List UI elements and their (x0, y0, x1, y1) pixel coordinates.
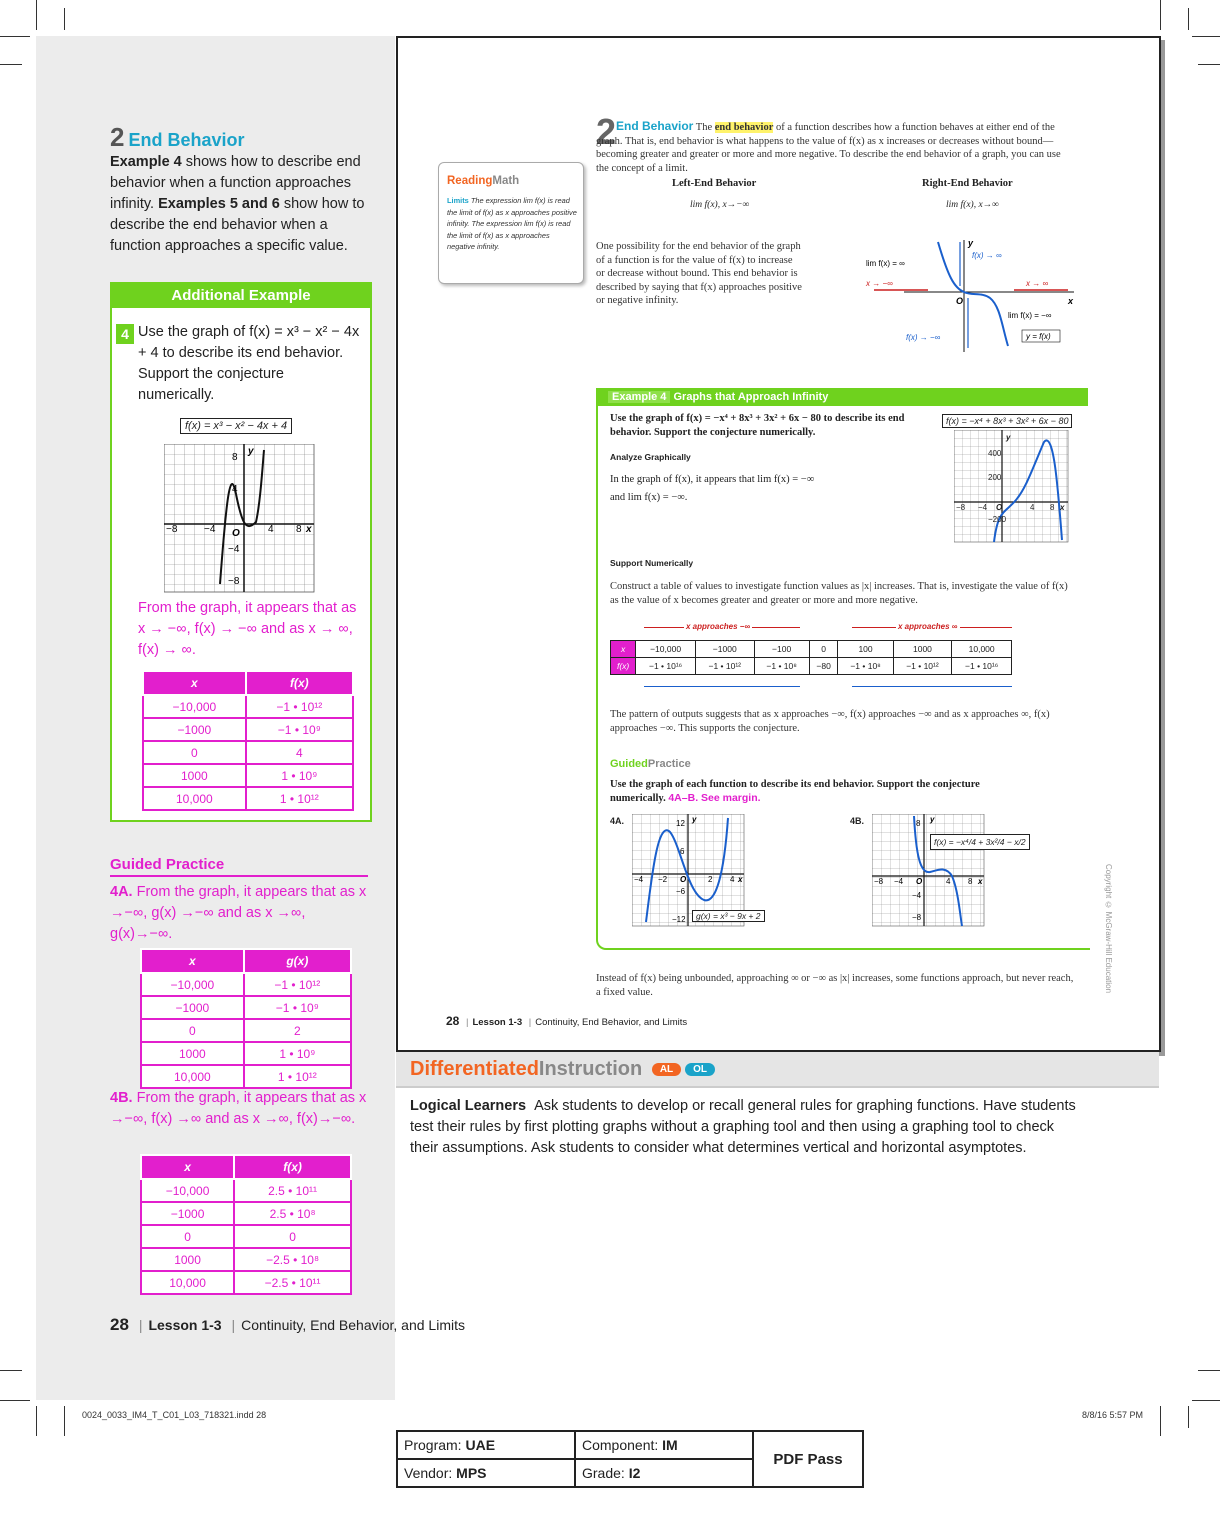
svg-text:y: y (1006, 433, 1011, 442)
graph-function-label: f(x) = x³ − x² − 4x + 4 (180, 418, 292, 434)
tick-label: −4 (228, 544, 240, 555)
left-footer: 28 | Lesson 1-3 | Continuity, End Behavior, and Limits (110, 1315, 465, 1334)
analyze-text-b: and lim f(x) = −∞. (610, 492, 688, 503)
value-table (610, 640, 1012, 675)
gp-4a-table (140, 948, 352, 1089)
origin-label: O (232, 528, 240, 539)
svg-text:8: 8 (1050, 503, 1055, 512)
section-number-large: 2 (596, 111, 617, 152)
student-page-thumbnail (396, 36, 1161, 1052)
svg-text:x: x (978, 877, 983, 886)
example-graph (954, 430, 1070, 544)
left-end-label: Left-End Behavior (672, 178, 757, 189)
table-cell: 2.5 • 10⁸ (234, 1202, 351, 1225)
guided-prompt-text: Use the graph of each function to describe its end behavior. Support the conjecture numerically. (610, 779, 980, 804)
tick-label: 8 (296, 524, 302, 535)
di-text (410, 1096, 1080, 1159)
table-cell: −1 • 10⁸ (838, 658, 893, 675)
grade-cell (575, 1459, 753, 1487)
g4a-func-label: g(x) = x³ − 9x + 2 (692, 910, 765, 922)
intro-text-1: shows how to describe end behavior when a function approaches infinity. (110, 154, 361, 212)
lim-left-label: lim f(x) = ∞ (866, 259, 905, 268)
gp-4a (110, 882, 368, 945)
origin-label: O (956, 296, 964, 306)
additional-example-table (142, 670, 354, 811)
di-lead: Logical Learners (410, 1098, 527, 1114)
svg-text:−200: −200 (988, 515, 1007, 524)
yfx-label: y = f(x) (1026, 332, 1051, 341)
gp-4b-table (140, 1154, 352, 1295)
table-cell: −1 • 10⁸ (754, 658, 809, 675)
lesson-title: Continuity, End Behavior, and Limits (241, 1317, 465, 1333)
support-text: Construct a table of values to investigate function values as |x| increases. That is, investigate the value of f(x) as the value of x becomes greater and greater or more and more negative. (610, 581, 1068, 606)
al-badge: AL (652, 1063, 681, 1076)
right-end-label: Right-End Behavior (922, 178, 1013, 189)
table-header: f(x) (246, 671, 353, 695)
section-intro (110, 152, 372, 257)
gp-4b-text: From the graph, it appears that as x →−∞, f(x) →∞ and as x →∞, f(x)→−∞. (110, 1090, 367, 1127)
copyright: Copyright © McGraw-Hill Education (1104, 864, 1113, 994)
section-text-b: of a function describes how a function behaves at either end of the graph. That is, end behavior is what happens to the value of f(x) as x increases or decreases without bound—becoming greater and greater or more and more negative. To describe the end behavior of a graph, you can use the concept of a limit. (596, 122, 1061, 174)
table-cell: −1 • 10⁹ (244, 996, 351, 1019)
highlighted-term: end behavior (714, 122, 774, 133)
example-title: Graphs that Approach Infinity (673, 391, 829, 403)
table-cell: 1 • 10¹² (244, 1065, 351, 1088)
x-axis-label: x (1068, 296, 1074, 306)
vendor-label: Vendor: (404, 1465, 453, 1481)
analyze-title: Analyze Graphically (610, 452, 691, 462)
analyze-text-a: In the graph of f(x), it appears that lim f(x) = −∞ (610, 474, 815, 485)
page-number: 28 (110, 1315, 129, 1334)
svg-text:−4: −4 (978, 503, 988, 512)
intro-bold-2: Examples 5 and 6 (158, 196, 280, 212)
table-cell: −1 • 10¹² (893, 658, 952, 675)
tick-label: −4 (204, 524, 216, 535)
g4b-label: 4B. (850, 816, 865, 826)
date-slug: 8/8/16 5:57 PM (1082, 1410, 1144, 1420)
table-header: f(x) (234, 1155, 351, 1179)
table-cell: 1 • 10⁹ (244, 1042, 351, 1065)
svg-text:O: O (916, 877, 923, 886)
section-heading (110, 122, 245, 153)
svg-text:−4: −4 (894, 877, 904, 886)
reading-math-title-b: Math (492, 175, 520, 187)
end-behavior-diagram (864, 236, 1078, 354)
possibility-text: One possibility for the end behavior of the graph of a function is for the value of f(x) to increase or decrease without bound. This end behavior is described by saying that f(x) approaches positive or negative infinity. (596, 241, 802, 306)
guided-4b-graph (872, 814, 986, 928)
table-cell: 1000 (141, 1042, 244, 1065)
component-cell (575, 1431, 753, 1459)
table-cell: 10,000 (952, 641, 1012, 658)
table-cell: 0 (141, 1019, 244, 1042)
svg-text:O: O (680, 875, 687, 884)
example-number-badge: 4 (116, 324, 134, 344)
tick-label: 4 (232, 484, 238, 495)
table-cell: −1000 (141, 1202, 234, 1225)
gp-4b-label: 4B. (110, 1090, 133, 1106)
program-value: UAE (465, 1437, 496, 1453)
table-header: x (141, 1155, 234, 1179)
table-cell: −1 • 10⁹ (246, 718, 353, 741)
table-cell: −1 • 10¹² (695, 658, 754, 675)
guided-a: Guided (610, 758, 648, 770)
section-title: End Behavior (616, 119, 694, 133)
table-cell: −2.5 • 10¹¹ (234, 1271, 351, 1294)
grade-value: I2 (628, 1465, 641, 1481)
di-body: Ask students to develop or recall general rules for graphing functions. Have students test their rules by first plotting graphs without a graphing tool and then using a graphing tool to check their assumptions. Ask students to consider what determines vertical and horizontal asymptotes. (410, 1098, 1076, 1156)
fx-pos-label: f(x) → ∞ (972, 251, 1002, 260)
table-cell: 0 (809, 641, 838, 658)
g4b-func-label: f(x) = −x⁴/4 + 3x²/4 − x/2 (930, 834, 1030, 850)
fx-neg-label: f(x) → −∞ (906, 333, 941, 342)
additional-example-text: Use the graph of f(x) = x³ − x² − 4x + 4 to describe its end behavior. Support the conjecture numerically. (138, 324, 360, 403)
table-cell: 1000 (143, 764, 246, 787)
x-approaches-pos: x approaches ∞ (898, 622, 958, 631)
svg-text:−8: −8 (874, 877, 884, 886)
reading-math-title (447, 175, 519, 187)
svg-text:8: 8 (916, 819, 921, 828)
x-axis-label: x (306, 524, 312, 535)
example-graph-label: f(x) = −x⁴ + 8x³ + 3x² + 6x − 80 (942, 414, 1072, 428)
lesson-label: Lesson 1-3 (472, 1017, 523, 1028)
table-header: x (141, 949, 244, 973)
arrow-neg (644, 622, 800, 632)
svg-text:−4: −4 (634, 875, 644, 884)
additional-example-title: Additional Example (112, 284, 370, 308)
example-label: Example 4 (608, 391, 670, 403)
svg-text:−8: −8 (956, 503, 966, 512)
svg-text:−2: −2 (658, 875, 668, 884)
svg-text:8: 8 (968, 877, 973, 886)
grade-label: Grade: (582, 1465, 625, 1481)
reading-math-text: The expression lim f(x) is read the limit of f(x) as x approaches positive infinity. The expression lim f(x) is read the limit of f(x) as x approaches negative infinity. (447, 196, 577, 252)
y-axis-label: y (248, 446, 254, 457)
additional-example-box (110, 282, 372, 822)
section-intro-text (596, 120, 1074, 175)
di-title (410, 1058, 715, 1081)
guided-prompt (610, 778, 1030, 805)
table-cell: 1000 (893, 641, 952, 658)
table-cell: −1000 (141, 996, 244, 1019)
table-header: g(x) (244, 949, 351, 973)
table-cell: −10,000 (141, 973, 244, 996)
x-pos-label: x → ∞ (1026, 279, 1049, 288)
table-cell: 1 • 10¹² (246, 787, 353, 810)
program-label: Program: (404, 1437, 462, 1453)
table-cell: −10,000 (143, 695, 246, 718)
gp-4a-text: From the graph, it appears that as x →−∞, g(x) →−∞ and as x →∞, g(x)→−∞. (110, 884, 367, 942)
table-cell: −2.5 • 10⁸ (234, 1248, 351, 1271)
svg-text:12: 12 (676, 819, 685, 828)
gp-4b (110, 1088, 368, 1130)
tick-label: 8 (232, 452, 238, 463)
svg-text:−6: −6 (676, 887, 686, 896)
table-cell: 0 (141, 1225, 234, 1248)
blue-arrow-left (644, 686, 800, 687)
table-cell: 0 (143, 741, 246, 764)
pattern-text: The pattern of outputs suggests that as x approaches −∞, f(x) approaches −∞ and as x approaches ∞, f(x) approaches −∞. This supports the conjecture. (610, 709, 1050, 734)
status-cell: PDF Pass (753, 1431, 863, 1487)
tick-label: −8 (228, 576, 240, 587)
example-prompt: Use the graph of f(x) = −x⁴ + 8x³ + 3x² + 6x − 80 to describe its end behavior. Support the conjecture numerically. (610, 413, 905, 438)
reading-math-body (447, 195, 577, 253)
lesson-label: Lesson 1-3 (148, 1317, 222, 1333)
svg-text:x: x (738, 875, 743, 884)
intro-bold-1: Example 4 (110, 154, 182, 170)
table-cell: −10,000 (141, 1179, 234, 1202)
table-cell: −1000 (143, 718, 246, 741)
section-number: 2 (110, 122, 125, 152)
g4a-label: 4A. (610, 816, 625, 826)
di-title-a: Differentiated (410, 1058, 539, 1080)
support-title: Support Numerically (610, 558, 694, 568)
tick-label: −8 (166, 524, 178, 535)
lesson-title: Continuity, End Behavior, and Limits (535, 1017, 688, 1028)
table-cell: −1000 (695, 641, 754, 658)
graph-grid (164, 444, 314, 592)
blue-arrow-right (852, 686, 1012, 687)
table-cell: 4 (246, 741, 353, 764)
x-neg-label: x → −∞ (866, 279, 893, 288)
additional-example-answer: From the graph, it appears that as x → −∞, f(x) → −∞ and as x → ∞, f(x) → ∞. (138, 600, 357, 658)
program-cell (397, 1431, 575, 1459)
table-header: x (143, 671, 246, 695)
svg-text:4: 4 (1030, 503, 1035, 512)
guided-answer: 4A–B. See margin. (668, 791, 761, 804)
svg-text:200: 200 (988, 473, 1002, 482)
vendor-cell (397, 1459, 575, 1487)
right-end-expr: lim f(x), x→∞ (946, 200, 999, 210)
di-title-b: Instruction (538, 1058, 643, 1080)
page-number: 28 (446, 1014, 460, 1028)
svg-text:−12: −12 (672, 915, 686, 924)
svg-text:2: 2 (708, 875, 713, 884)
table-cell: −1 • 10¹⁶ (952, 658, 1012, 675)
table-cell: −100 (754, 641, 809, 658)
intro-text-2: show how to describe the end behavior when a function approaches a specific value. (110, 196, 365, 254)
table-cell: 1 • 10⁹ (246, 764, 353, 787)
reading-math-title-a: Reading (447, 175, 493, 187)
component-value: IM (662, 1437, 678, 1453)
table-cell: −1 • 10¹² (244, 973, 351, 996)
svg-text:4: 4 (730, 875, 735, 884)
component-label: Component: (582, 1437, 659, 1453)
svg-text:4: 4 (946, 877, 951, 886)
table-header: f(x) (611, 658, 636, 675)
section-title: End Behavior (128, 130, 245, 150)
table-cell: 2.5 • 10¹¹ (234, 1179, 351, 1202)
table-cell: 10,000 (141, 1065, 244, 1088)
svg-text:400: 400 (988, 449, 1002, 458)
additional-example-graph (164, 444, 316, 594)
arrow-pos (852, 622, 1012, 632)
vendor-value: MPS (456, 1465, 487, 1481)
gp-4a-label: 4A. (110, 884, 133, 900)
table-cell: 1000 (141, 1248, 234, 1271)
svg-text:y: y (930, 815, 935, 824)
file-slug: 0024_0033_IM4_T_C01_L03_718321.indd 28 (82, 1410, 267, 1420)
example-header (596, 388, 1088, 406)
table-cell: −1 • 10¹⁶ (636, 658, 696, 675)
closing-text: Instead of f(x) being unbounded, approaching ∞ or −∞ as |x| increases, some functions approach, but never reach, a fixed value. (596, 973, 1074, 998)
tick-label: 4 (268, 524, 274, 535)
differentiated-instruction-bar (396, 1052, 1159, 1088)
table-cell: −10,000 (636, 641, 696, 658)
svg-text:−8: −8 (912, 913, 922, 922)
reading-math-label: Limits (447, 196, 469, 205)
lim-right-label: lim f(x) = −∞ (1008, 311, 1052, 320)
x-approaches-neg: x approaches −∞ (686, 622, 751, 631)
svg-text:y: y (692, 815, 697, 824)
page-footer: 28 | Lesson 1-3 | Continuity, End Behavior, and Limits (446, 1014, 688, 1028)
guided-b: Practice (647, 758, 691, 770)
table-cell: 10,000 (143, 787, 246, 810)
table-cell: 0 (234, 1225, 351, 1248)
ol-badge: OL (685, 1063, 715, 1076)
guided-practice-title: Guided Practice (110, 856, 368, 877)
svg-text:O: O (996, 503, 1003, 512)
table-cell: 10,000 (141, 1271, 234, 1294)
left-end-expr: lim f(x), x→−∞ (690, 200, 750, 210)
table-cell: −80 (809, 658, 838, 675)
table-header: x (611, 641, 636, 658)
svg-text:6: 6 (680, 847, 685, 856)
table-cell: 2 (244, 1019, 351, 1042)
svg-text:x: x (1060, 503, 1065, 512)
section-text-a: The (695, 122, 715, 133)
program-info-table (396, 1430, 864, 1488)
table-cell: 100 (838, 641, 893, 658)
y-axis-label: y (968, 238, 974, 248)
guided-practice-heading (610, 758, 691, 770)
reading-math-callout (438, 162, 584, 284)
svg-text:−4: −4 (912, 891, 922, 900)
table-cell: −1 • 10¹² (246, 695, 353, 718)
